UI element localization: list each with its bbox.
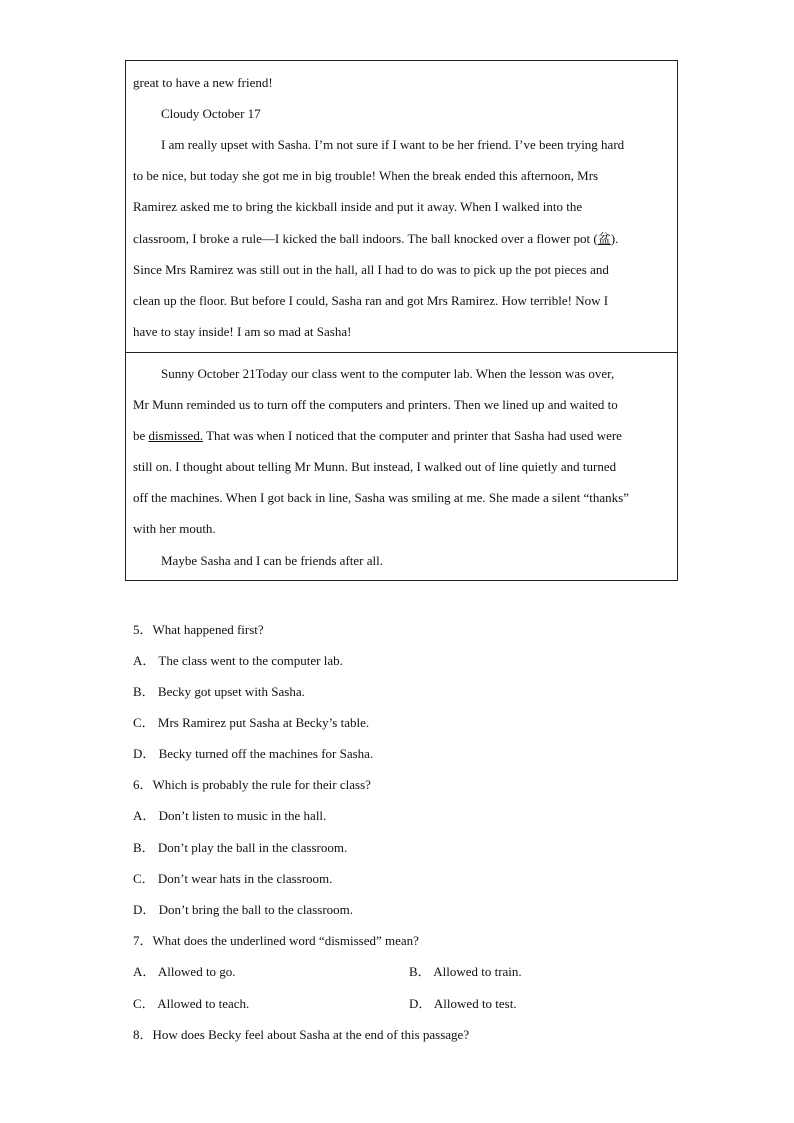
gloss-char: 盆 bbox=[597, 231, 611, 246]
question-5-option-a[interactable]: A． The class went to the computer lab. bbox=[133, 653, 343, 668]
passage-line bbox=[133, 428, 622, 444]
passage-box-top bbox=[125, 60, 678, 353]
question-7-option-d[interactable]: D． Allowed to test. bbox=[409, 996, 517, 1011]
question-6-option-b[interactable]: B． Don’t play the ball in the classroom. bbox=[133, 840, 348, 855]
passage-line: off the machines. When I got back in line, Sasha was smiling at me. She made a silent “thanks” bbox=[133, 490, 629, 505]
passage-line: with her mouth. bbox=[133, 521, 216, 536]
passage-line: to be nice, but today she got me in big trouble! When the break ended this afternoon, Mrs bbox=[133, 168, 599, 183]
passage-line: Since Mrs Ramirez was still out in the hall, all I had to do was to pick up the pot pieces and bbox=[133, 262, 609, 277]
diary-date-heading: Cloudy October 17 bbox=[161, 106, 261, 121]
question-6-option-a[interactable]: A． Don’t listen to music in the hall. bbox=[133, 808, 327, 823]
question-5: 5．What happened first? bbox=[133, 622, 264, 637]
question-7-option-a[interactable]: A． Allowed to go. bbox=[133, 964, 236, 979]
question-6-option-c[interactable]: C． Don’t wear hats in the classroom. bbox=[133, 871, 333, 886]
passage-line: clean up the floor. But before I could, Sasha ran and got Mrs Ramirez. How terrible! Now I bbox=[133, 293, 609, 308]
chinese-gloss bbox=[598, 231, 611, 247]
passage-line: Ramirez asked me to bring the kickball inside and put it away. When I walked into the bbox=[133, 199, 583, 214]
question-6: 6．Which is probably the rule for their class? bbox=[133, 777, 371, 792]
question-7: 7．What does the underlined word “dismissed” mean? bbox=[133, 933, 419, 948]
passage-box-bottom bbox=[125, 352, 678, 581]
passage-text: be bbox=[133, 428, 146, 443]
question-8: 8．How does Becky feel about Sasha at the end of this passage? bbox=[133, 1027, 470, 1042]
question-5-option-b[interactable]: B． Becky got upset with Sasha. bbox=[133, 684, 305, 699]
question-7-option-b[interactable]: B． Allowed to train. bbox=[409, 964, 522, 979]
passage-line: Mr Munn reminded us to turn off the computers and printers. Then we lined up and waited to bbox=[133, 397, 618, 412]
passage-closing-line: Maybe Sasha and I can be friends after all. bbox=[161, 553, 383, 568]
passage-line: have to stay inside! I am so mad at Sasha! bbox=[133, 324, 352, 339]
passage-line: still on. I thought about telling Mr Munn. But instead, I walked out of line quietly and turned bbox=[133, 459, 617, 474]
passage-line: Sunny October 21Today our class went to the computer lab. When the lesson was over, bbox=[161, 366, 615, 381]
passage-text: classroom, I broke a rule—I kicked the ball indoors. The ball knocked over a flower pot ( bbox=[133, 231, 598, 246]
passage-line bbox=[133, 231, 618, 247]
underlined-word-dismissed: dismissed. bbox=[148, 428, 204, 443]
passage-text: That was when I noticed that the computer and printer that Sasha had used were bbox=[203, 428, 622, 443]
question-5-option-d[interactable]: D． Becky turned off the machines for Sasha. bbox=[133, 746, 374, 761]
question-6-option-d[interactable]: D． Don’t bring the ball to the classroom. bbox=[133, 902, 354, 917]
passage-line: I am really upset with Sasha. I’m not sure if I want to be her friend. I’ve been trying hard bbox=[161, 137, 625, 152]
question-7-option-c[interactable]: C． Allowed to teach. bbox=[133, 996, 250, 1011]
passage-text: ). bbox=[610, 231, 619, 246]
passage-line: great to have a new friend! bbox=[133, 75, 273, 90]
question-5-option-c[interactable]: C． Mrs Ramirez put Sasha at Becky’s table. bbox=[133, 715, 370, 730]
